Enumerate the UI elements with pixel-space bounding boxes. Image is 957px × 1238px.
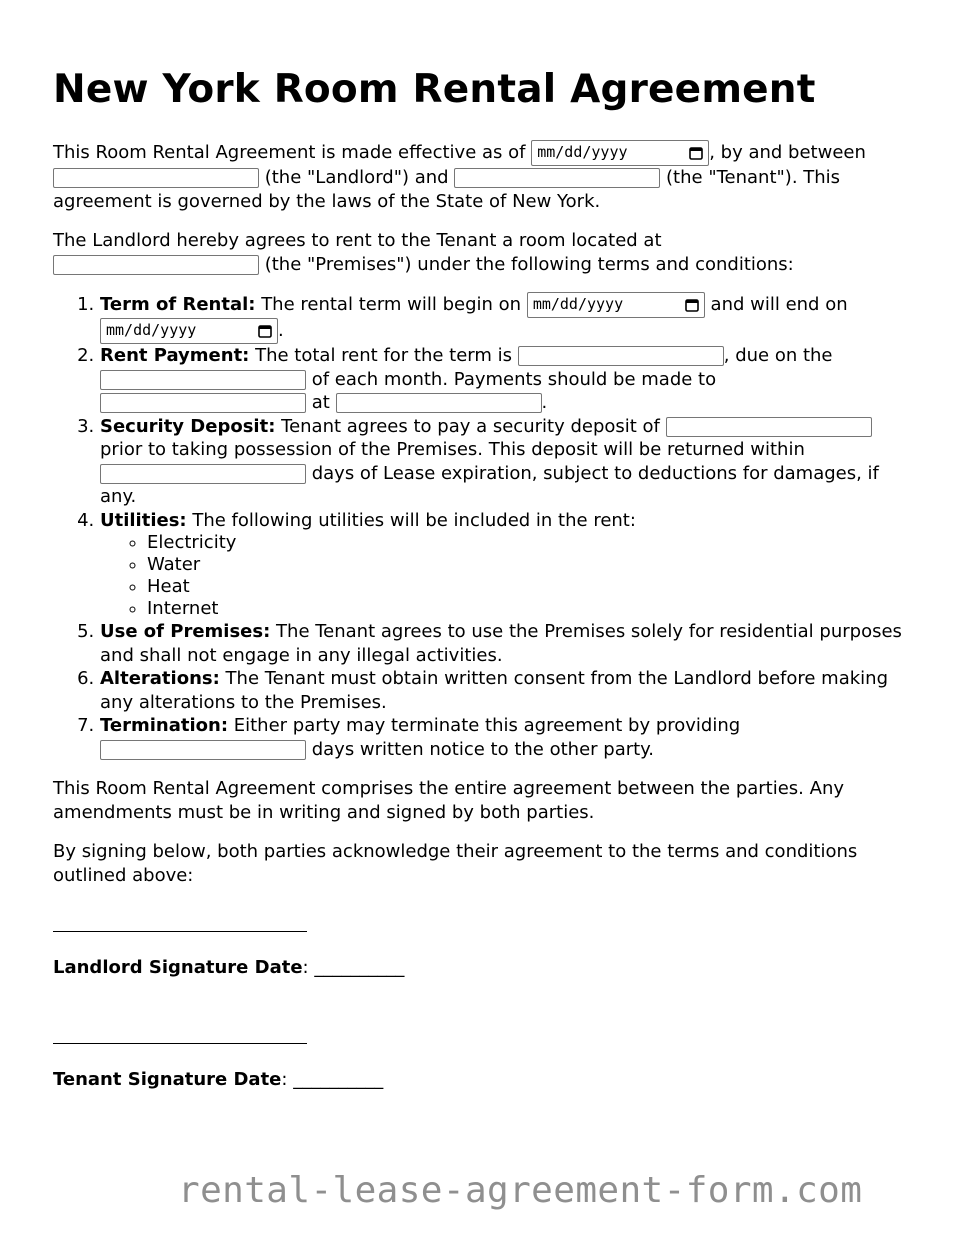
effective-date-input[interactable] <box>531 140 709 166</box>
premises-address-field[interactable] <box>53 255 259 275</box>
page-title: New York Room Rental Agreement <box>53 67 816 112</box>
use-of-premises-item: 5. Use of Premises: The Tenant agrees to use the Premises solely for residential purposes and shall not engage in any illegal activities. <box>100 620 913 667</box>
total-rent-field[interactable] <box>518 346 724 366</box>
watermark: rental-lease-agreement-form.com <box>178 1170 863 1211</box>
tenant-name-field[interactable] <box>454 168 660 188</box>
landlord-signature-label: Landlord Signature Date: __________ <box>53 957 405 978</box>
end-date-input[interactable] <box>100 318 278 344</box>
deposit-amount-field[interactable] <box>666 417 872 437</box>
tenant-signature-line <box>53 1015 307 1044</box>
calendar-icon[interactable] <box>685 298 699 312</box>
utilities-item: 4. Utilities: The following utilities will be included in the rent: ◦ Electricity ◦ Water ◦ Heat ◦ Internet <box>100 509 913 621</box>
intro-paragraph: This Room Rental Agreement is made effective as of mm/dd/yyyy , by and between (the "Landlord") and (the "Tenant"). This agreement is governed by the laws of the State of New York. <box>53 142 866 212</box>
list-item: ◦ Water <box>147 554 913 576</box>
document <box>53 64 913 1127</box>
tenant-signature-label: Tenant Signature Date: __________ <box>53 1069 384 1090</box>
landlord-name-field[interactable] <box>53 168 259 188</box>
list-item: ◦ Internet <box>147 598 913 620</box>
termination-item: 7. Termination: Either party may terminate this agreement by providing days written notice to the other party. <box>100 714 913 761</box>
payee-field[interactable] <box>100 393 306 413</box>
list-item: ◦ Heat <box>147 576 913 598</box>
notice-days-field[interactable] <box>100 740 306 760</box>
calendar-icon[interactable] <box>258 324 272 338</box>
term-of-rental-item: 1. Term of Rental: The rental term will begin on mm/dd/yyyy and will end on mm/dd/yyyy . <box>100 292 913 344</box>
calendar-icon[interactable] <box>689 146 703 160</box>
rent-payment-item: 2. Rent Payment: The total rent for the term is , due on the of each month. Payments should be made to at . <box>100 344 913 415</box>
landlord-signature-line <box>53 903 307 932</box>
deposit-return-days-field[interactable] <box>100 464 306 484</box>
list-item: ◦ Electricity <box>147 532 913 554</box>
payment-address-field[interactable] <box>336 393 542 413</box>
date-placeholder: mm/dd/yyyy <box>532 295 624 314</box>
alterations-item: 6. Alterations: The Tenant must obtain written consent from the Landlord before making any alterations to the Premises. <box>100 667 913 714</box>
premises-paragraph: The Landlord hereby agrees to rent to the Tenant a room located at (the "Premises") under the following terms and conditions: <box>53 230 794 275</box>
entire-agreement-paragraph: This Room Rental Agreement comprises the entire agreement between the parties. Any amendments must be in writing and signed by both parties. <box>53 778 844 823</box>
date-placeholder: mm/dd/yyyy <box>106 321 197 340</box>
start-date-input[interactable] <box>527 292 705 318</box>
security-deposit-item: 3. Security Deposit: Tenant agrees to pay a security deposit of prior to taking possession of the Premises. This deposit will be returned within days of Lease expiration, subject to deductions for damages, if any. <box>100 415 913 509</box>
utilities-list <box>100 532 913 620</box>
date-placeholder: mm/dd/yyyy <box>537 143 628 162</box>
acknowledgement-paragraph: By signing below, both parties acknowledge their agreement to the terms and conditions outlined above: <box>53 841 858 886</box>
terms-list <box>53 292 913 761</box>
due-day-field[interactable] <box>100 370 306 390</box>
